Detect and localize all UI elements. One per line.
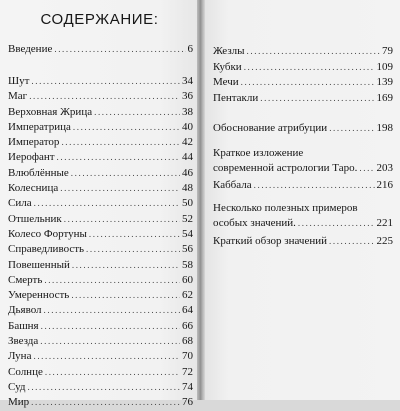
toc-entry[interactable] — [8, 227, 193, 242]
toc-intro-list — [8, 42, 193, 57]
leader-dots — [247, 44, 380, 59]
toc-entry-title: Дьявол — [8, 304, 42, 317]
leader-dots — [40, 334, 180, 349]
toc-entry-title: Луна — [8, 350, 32, 363]
toc-major-arcana-list — [8, 74, 193, 411]
toc-entry-title: Император — [8, 136, 60, 149]
toc-entry-title: Пентакли — [213, 91, 259, 104]
toc-entry-title: Обоснование атрибуции — [213, 122, 328, 134]
toc-entry-page: 58 — [182, 258, 193, 271]
toc-entry-page: 72 — [182, 365, 193, 378]
toc-entry-title: Сила — [8, 197, 32, 210]
book-gutter — [197, 0, 205, 400]
toc-entry[interactable] — [213, 44, 393, 59]
contents-heading: СОДЕРЖАНИЕ: — [40, 11, 159, 28]
leader-dots — [41, 319, 180, 334]
toc-entry-title: Колесница — [8, 182, 59, 195]
toc-entry[interactable] — [8, 319, 193, 334]
toc-entry[interactable] — [8, 303, 193, 318]
toc-entry[interactable] — [8, 105, 193, 120]
toc-entry-title: Смерть — [8, 273, 43, 286]
toc-entry-title: Введение — [8, 43, 53, 55]
toc-entry-page: 221 — [376, 217, 393, 229]
toc-entry[interactable] — [8, 395, 193, 410]
leader-dots — [86, 242, 180, 257]
toc-entry-page: 36 — [182, 90, 193, 103]
toc-entry[interactable] — [8, 89, 193, 104]
leader-dots — [27, 380, 180, 395]
leader-dots — [64, 212, 180, 227]
leader-dots — [31, 395, 180, 410]
toc-entry-title: Маг — [8, 90, 28, 103]
toc-entry[interactable] — [213, 60, 393, 75]
leader-dots — [61, 135, 180, 150]
leader-dots — [260, 91, 374, 106]
toc-entry-title: Влюблённые — [8, 166, 69, 179]
toc-entry-page: 6 — [187, 43, 193, 55]
toc-section[interactable] — [213, 201, 393, 231]
toc-entry[interactable] — [8, 42, 193, 57]
toc-entry[interactable] — [8, 181, 193, 196]
toc-section[interactable] — [213, 121, 393, 136]
toc-entry-page: 70 — [182, 350, 193, 363]
toc-entry-page: 203 — [376, 162, 393, 174]
toc-entry-title: Мир — [8, 396, 30, 409]
leader-dots — [71, 288, 180, 303]
toc-entry-title: Иерофант — [8, 151, 55, 164]
toc-entry-page: 54 — [182, 227, 193, 240]
toc-entry-page: 62 — [182, 289, 193, 302]
toc-suits-list — [213, 44, 393, 106]
leader-dots — [29, 89, 180, 104]
toc-entry[interactable] — [8, 135, 193, 150]
toc-entry-title-line1: Несколько полезных примеров — [213, 202, 358, 214]
left-page — [0, 0, 199, 409]
toc-entry-page: 216 — [376, 179, 393, 191]
toc-entry[interactable] — [213, 91, 393, 106]
leader-dots — [57, 150, 180, 165]
toc-entry-page: 64 — [182, 304, 193, 317]
toc-entry-title: Императрица — [8, 120, 71, 133]
toc-entry-page: 198 — [376, 122, 393, 134]
leader-dots — [359, 161, 374, 176]
toc-entry-page: 74 — [182, 380, 193, 393]
toc-entry-page: 109 — [376, 60, 393, 73]
leader-dots — [33, 349, 180, 364]
toc-entry[interactable] — [8, 242, 193, 257]
leader-dots — [298, 216, 375, 231]
toc-entry[interactable] — [8, 150, 193, 165]
leader-dots — [254, 178, 375, 193]
toc-entry-title: особых значений. — [213, 217, 296, 229]
toc-entry-title: Верховная Жрица — [8, 105, 93, 118]
toc-entry[interactable] — [8, 273, 193, 288]
toc-entry[interactable] — [8, 334, 193, 349]
toc-entry-page: 48 — [182, 182, 193, 195]
toc-entry[interactable] — [8, 120, 193, 135]
toc-entry-title: Справедливость — [8, 243, 85, 256]
toc-entry-title: Каббала — [213, 179, 252, 191]
toc-entry-page: 79 — [382, 45, 393, 57]
leader-dots — [73, 120, 180, 135]
toc-entry-page: 52 — [182, 212, 193, 225]
toc-entry-page: 46 — [182, 166, 193, 179]
toc-entry[interactable] — [8, 166, 193, 181]
right-page — [205, 0, 400, 400]
toc-entry-title: Умеренность — [8, 289, 70, 302]
toc-section[interactable] — [213, 178, 393, 193]
leader-dots — [94, 105, 180, 120]
toc-entry-title: Краткий обзор значений — [213, 235, 327, 247]
toc-entry-page: 225 — [376, 235, 393, 247]
toc-entry-title: Кубки — [213, 60, 242, 73]
toc-entry-page: 68 — [182, 335, 193, 348]
toc-entry-page: 38 — [182, 105, 193, 118]
toc-entry-page: 66 — [182, 319, 193, 332]
toc-entry-title: Солнце — [8, 365, 43, 378]
toc-entry-page: 139 — [376, 76, 393, 88]
toc-entry-page: 50 — [182, 197, 193, 210]
toc-entry-title: Башня — [8, 319, 39, 332]
toc-entry-title: Шут — [8, 75, 30, 87]
toc-entry-title: Колесо Фортуны — [8, 227, 87, 240]
toc-section[interactable] — [213, 146, 393, 176]
toc-entry[interactable] — [8, 258, 193, 273]
toc-entry-title: Мечи — [213, 76, 239, 88]
toc-entry-page: 60 — [182, 273, 193, 286]
toc-entry[interactable] — [213, 75, 393, 90]
toc-entry-title-line1: Краткое изложение — [213, 147, 304, 159]
toc-entry-title: Отшельник — [8, 212, 62, 225]
leader-dots — [54, 42, 185, 57]
leader-dots — [329, 121, 374, 136]
leader-dots — [44, 303, 180, 318]
toc-entry-page: 40 — [182, 120, 193, 133]
toc-entry-page: 76 — [182, 396, 193, 409]
toc-entry[interactable] — [8, 212, 193, 227]
toc-section[interactable] — [213, 234, 393, 249]
leader-dots — [45, 365, 180, 380]
leader-dots — [72, 258, 180, 273]
leader-dots — [89, 227, 180, 242]
leader-dots — [34, 196, 180, 211]
toc-entry[interactable] — [8, 365, 193, 380]
toc-entry[interactable] — [8, 74, 193, 89]
toc-entry-title: Повешенный — [8, 258, 70, 271]
leader-dots — [31, 74, 180, 89]
toc-entry[interactable] — [8, 380, 193, 395]
leader-dots — [60, 181, 180, 196]
toc-entry-page: 42 — [182, 136, 193, 149]
toc-entry[interactable] — [8, 349, 193, 364]
leader-dots — [71, 166, 180, 181]
toc-entry-title: Жезлы — [213, 45, 245, 57]
toc-entry-title: современной астрологии Таро. — [213, 162, 358, 174]
leader-dots — [329, 234, 375, 249]
leader-dots — [44, 273, 180, 288]
leader-dots — [244, 60, 375, 75]
toc-entry[interactable] — [8, 196, 193, 211]
toc-entry-page: 56 — [182, 243, 193, 256]
toc-entry-title: Звезда — [8, 335, 39, 348]
toc-entry[interactable] — [8, 288, 193, 303]
toc-entry-title: Суд — [8, 380, 26, 393]
toc-entry-page: 34 — [182, 75, 193, 87]
leader-dots — [241, 75, 375, 90]
toc-entry-page: 169 — [376, 91, 393, 104]
toc-entry-page: 44 — [182, 151, 193, 164]
